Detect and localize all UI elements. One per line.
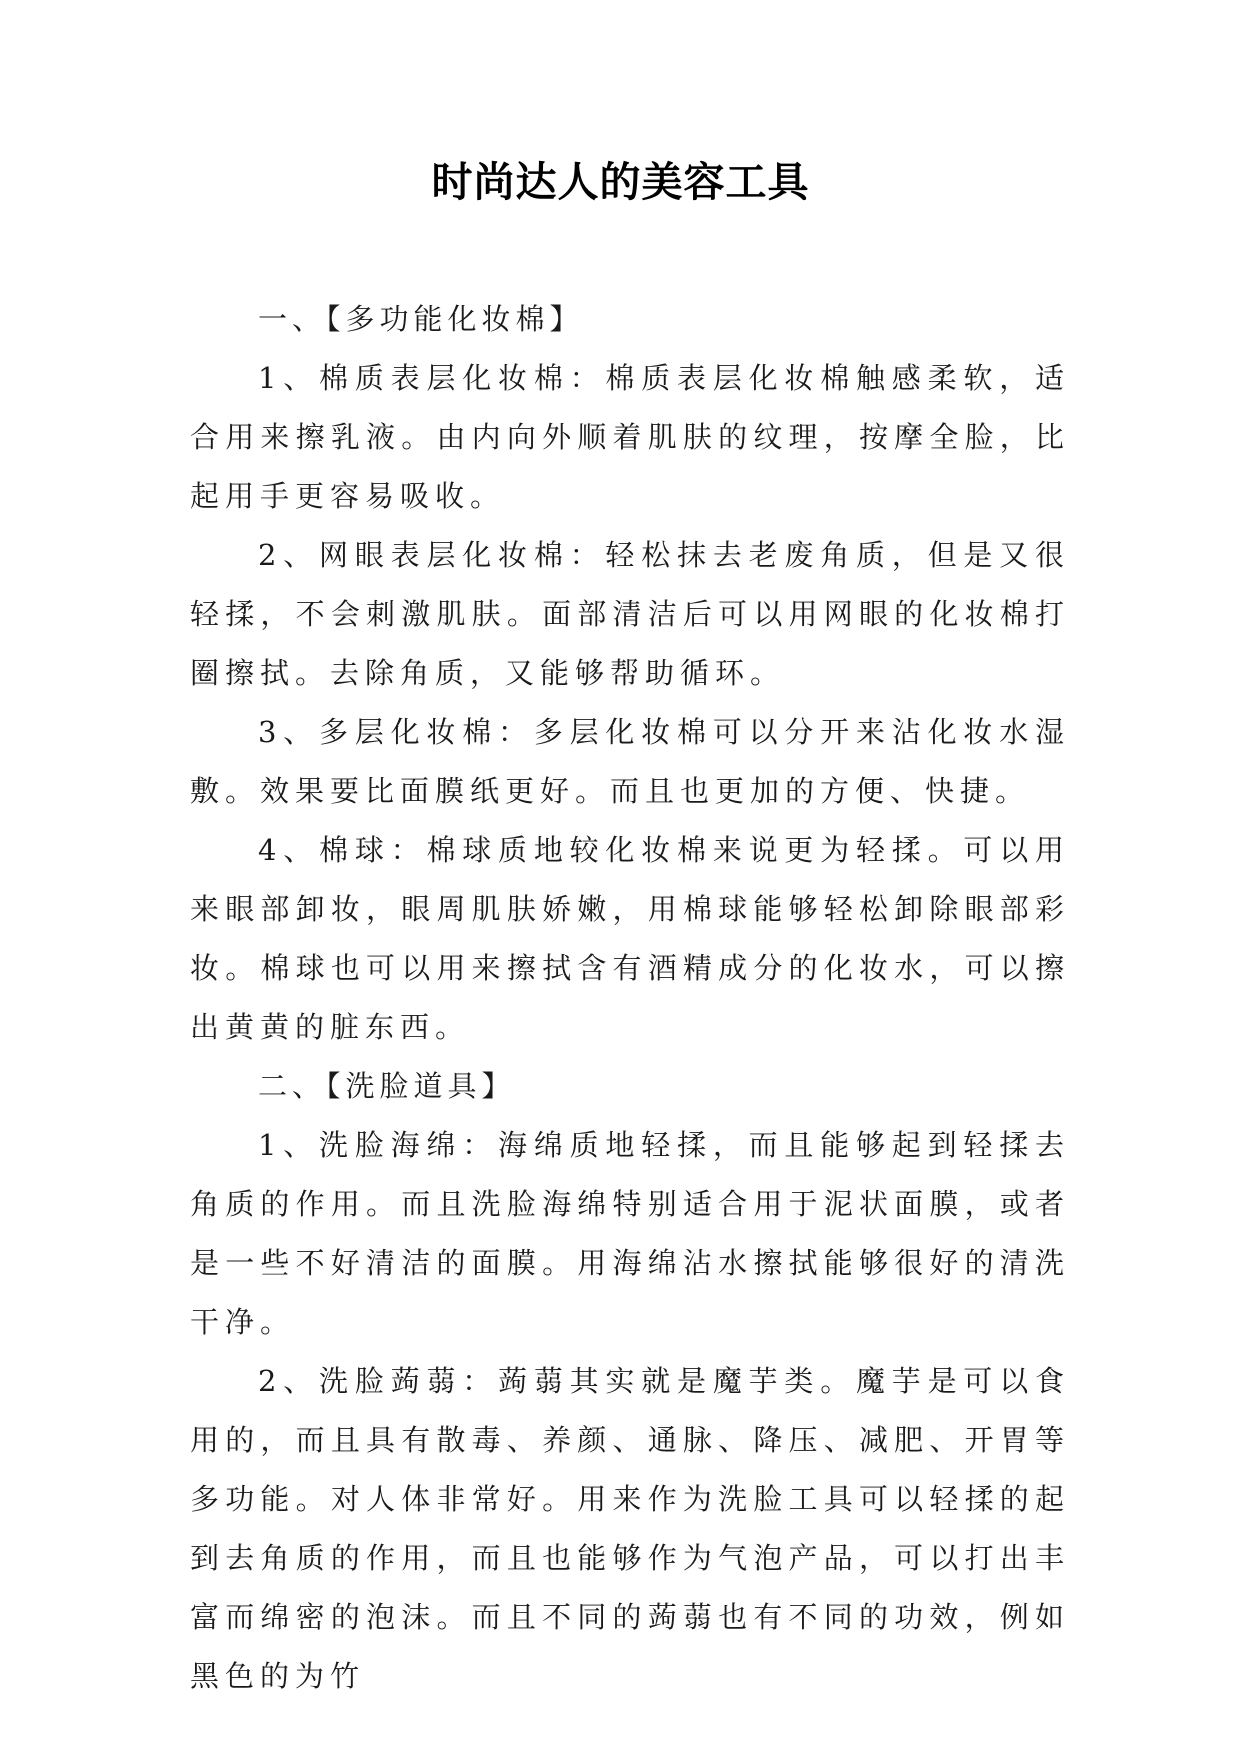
document-title: 时尚达人的美容工具 bbox=[431, 158, 810, 206]
document-body bbox=[190, 290, 1070, 1706]
section-heading-2: 二、【洗脸道具】 bbox=[258, 1069, 516, 1103]
section-heading-1: 一、【多功能化妆棉】 bbox=[258, 302, 584, 336]
paragraph-2-1: 1、洗脸海绵：海绵质地轻揉，而且能够起到轻揉去角质的作用。而且洗脸海绵特别适合用于泥状面膜，或者是一些不好清洁的面膜。用海绵沾水擦拭能够很好的清洗干净。 bbox=[190, 1128, 1070, 1339]
paragraph-2-2: 2、洗脸蒟蒻：蒟蒻其实就是魔芋类。魔芋是可以食用的，而且具有散毒、养颜、通脉、降压、减肥、开胃等多功能。对人体非常好。用来作为洗脸工具可以轻揉的起到去角质的作用，而且也能够作为气泡产品，可以打出丰富而绵密的泡沫。而且不同的蒟蒻也有不同的功效，例如黑色的为竹 bbox=[190, 1364, 1070, 1693]
paragraph-1-3: 3、多层化妆棉：多层化妆棉可以分开来沾化妆水湿敷。效果要比面膜纸更好。而且也更加的方便、快捷。 bbox=[190, 715, 1070, 808]
paragraph-1-4: 4、棉球：棉球质地较化妆棉来说更为轻揉。可以用来眼部卸妆，眼周肌肤娇嫩，用棉球能够轻松卸除眼部彩妆。棉球也可以用来擦拭含有酒精成分的化妆水，可以擦出黄黄的脏东西。 bbox=[190, 833, 1070, 1044]
paragraph-1-1: 1、棉质表层化妆棉：棉质表层化妆棉触感柔软，适合用来擦乳液。由内向外顺着肌肤的纹理，按摩全脸，比起用手更容易吸收。 bbox=[190, 361, 1070, 513]
paragraph-1-2: 2、网眼表层化妆棉：轻松抹去老废角质，但是又很轻揉，不会刺激肌肤。面部清洁后可以用网眼的化妆棉打圈擦拭。去除角质，又能够帮助循环。 bbox=[190, 538, 1070, 690]
